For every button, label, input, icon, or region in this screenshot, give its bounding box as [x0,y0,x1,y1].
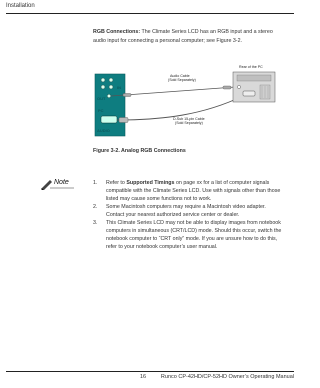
panel-label-out: OUT [97,96,106,101]
panel-jack-4 [109,85,113,89]
header-rule [6,13,294,14]
note-number: 3. [93,220,98,226]
pc-port-strip [237,75,271,81]
note-label: Note [54,179,69,186]
note-text-pre: Refer to [106,180,127,186]
vga-port [101,116,117,123]
rgb-connection-diagram [93,60,278,140]
panel-label-in: IN [117,85,121,90]
footer-rule [6,371,294,372]
audio-plug-lcd [123,94,131,97]
panel-label-pc: PC [98,108,104,113]
intro-paragraph [93,28,283,46]
rgb-cable-label: D-Sub 15-pin Cable [173,117,205,121]
audio-cable-note: (Sold Separately) [168,78,196,82]
pc-audio-jack [237,85,240,88]
note-text: Some Macintosh computers may require a Macintosh video adapter. Contact your nearest authorized service center or dealer. [106,204,266,218]
panel-jack-1 [101,78,105,82]
note-item [93,203,285,219]
note-text: This Climate Series LCD may not be able to display images from notebook computers in simultaneous (CRT/LCD) mode. Should this occur, switch the notebook computer to “CRT only” mode. If you are unsure how to do this, refer to your notebook computer’s user manual. [106,220,282,250]
pencil-body [42,180,52,190]
pc-vga-port [243,91,255,96]
panel-jack-2 [109,78,113,82]
note-item [93,179,285,203]
rgb-cable-note: (Sold Separately) [175,121,203,125]
panel-label-audio: AUDIO [97,128,110,133]
page-number: 16 [140,374,147,380]
footer-title: Runco CP-42HD/CP-52HD Owner’s Operating Manual [160,374,294,380]
note-text-post: on page xx for a list of computer signals compatible with the Climate Series LCD. Use with signals other than those listed may cause some functions not to work. [106,180,281,202]
panel-jack-3 [101,85,105,89]
note-number: 1. [93,180,98,186]
notes-list [93,179,285,251]
rgb-plug-lcd [119,118,128,123]
audio-cable-label: Audio Cable [170,74,190,78]
section-header: Installation [6,3,35,9]
figure-caption: Figure 3-2. Analog RGB Connections [93,148,186,154]
lcd-connector-panel [95,74,125,136]
note-link-supported-timings: Supported Timings [126,180,175,186]
intro-title: RGB Connections: [93,29,141,35]
pc-rear-label: Rear of the PC [239,65,263,69]
diagram-svg [93,60,278,140]
audio-in-jack [107,94,111,98]
intro-text: The Climate Series LCD has an RGB input and a stereo audio input for connecting a personal computer; see Figure 3-2. [93,29,273,44]
note-item [93,219,285,251]
audio-plug-pc [223,86,231,89]
note-number: 2. [93,204,98,210]
